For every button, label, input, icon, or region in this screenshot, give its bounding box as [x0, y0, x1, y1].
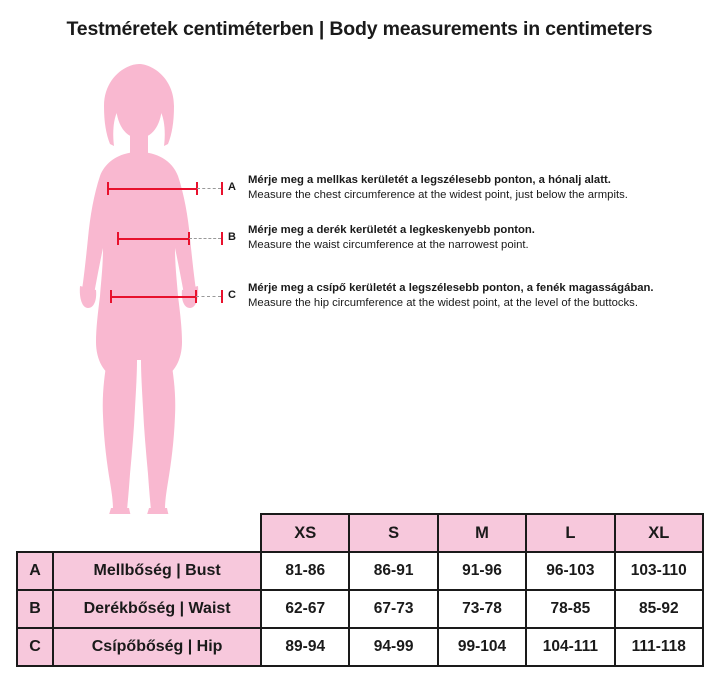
row-letter-c: C	[17, 628, 53, 666]
waist-xs: 62-67	[261, 590, 349, 628]
waist-leader-line	[189, 238, 221, 239]
waist-measure-cap-left	[117, 232, 119, 245]
table-header-row	[17, 514, 703, 552]
hip-xl: 111-118	[615, 628, 703, 666]
bust-description-en: Measure the chest circumference at the widest point, just below the armpits.	[248, 188, 628, 201]
row-name-waist: Derékbőség | Waist	[53, 590, 261, 628]
bust-label-letter: A	[228, 181, 236, 193]
waist-m: 73-78	[438, 590, 526, 628]
row-letter-b: B	[17, 590, 53, 628]
header-blank-name	[53, 514, 261, 552]
bust-s: 86-91	[349, 552, 437, 590]
header-size-m: M	[438, 514, 526, 552]
waist-s: 67-73	[349, 590, 437, 628]
hip-leader-line	[196, 296, 221, 297]
hip-description	[248, 281, 654, 311]
hip-measure-line	[110, 296, 196, 298]
hip-l: 104-111	[526, 628, 614, 666]
waist-measure-line	[117, 238, 189, 240]
bust-leader-line	[197, 188, 221, 189]
waist-description-en: Measure the waist circumference at the narrowest point.	[248, 238, 529, 251]
waist-l: 78-85	[526, 590, 614, 628]
size-table	[16, 513, 704, 667]
bust-m: 91-96	[438, 552, 526, 590]
waist-description	[248, 223, 535, 253]
hip-s: 94-99	[349, 628, 437, 666]
waist-description-hu: Mérje meg a derék kerületét a legkeskenyebb ponton.	[248, 224, 535, 236]
page-title: Testméretek centiméterben | Body measurements in centimeters	[66, 18, 653, 40]
waist-label-letter: B	[228, 231, 236, 243]
bust-description-hu: Mérje meg a mellkas kerületét a legszélesebb ponton, a hónalj alatt.	[248, 174, 611, 186]
bust-xl: 103-110	[615, 552, 703, 590]
hip-leader-tick	[221, 290, 223, 303]
bust-l: 96-103	[526, 552, 614, 590]
bust-measure-line	[107, 188, 197, 190]
hip-description-hu: Mérje meg a csípő kerületét a legszélesebb ponton, a fenék magasságában.	[248, 282, 654, 294]
row-letter-a: A	[17, 552, 53, 590]
bust-leader-tick	[221, 182, 223, 195]
header-blank-letter	[17, 514, 53, 552]
table-row	[17, 552, 703, 590]
table-row	[17, 590, 703, 628]
header-size-xs: XS	[261, 514, 349, 552]
bust-measure-cap-left	[107, 182, 109, 195]
waist-leader-tick	[221, 232, 223, 245]
hip-description-en: Measure the hip circumference at the widest point, at the level of the buttocks.	[248, 296, 638, 309]
hip-xs: 89-94	[261, 628, 349, 666]
row-name-bust: Mellbőség | Bust	[53, 552, 261, 590]
table-row	[17, 628, 703, 666]
hip-label-letter: C	[228, 289, 236, 301]
header-size-l: L	[526, 514, 614, 552]
bust-description	[248, 173, 628, 203]
waist-xl: 85-92	[615, 590, 703, 628]
header-size-xl: XL	[615, 514, 703, 552]
row-name-hip: Csípőbőség | Hip	[53, 628, 261, 666]
female-body-silhouette	[44, 60, 234, 530]
hip-measure-cap-left	[110, 290, 112, 303]
header-size-s: S	[349, 514, 437, 552]
bust-xs: 81-86	[261, 552, 349, 590]
hip-m: 99-104	[438, 628, 526, 666]
